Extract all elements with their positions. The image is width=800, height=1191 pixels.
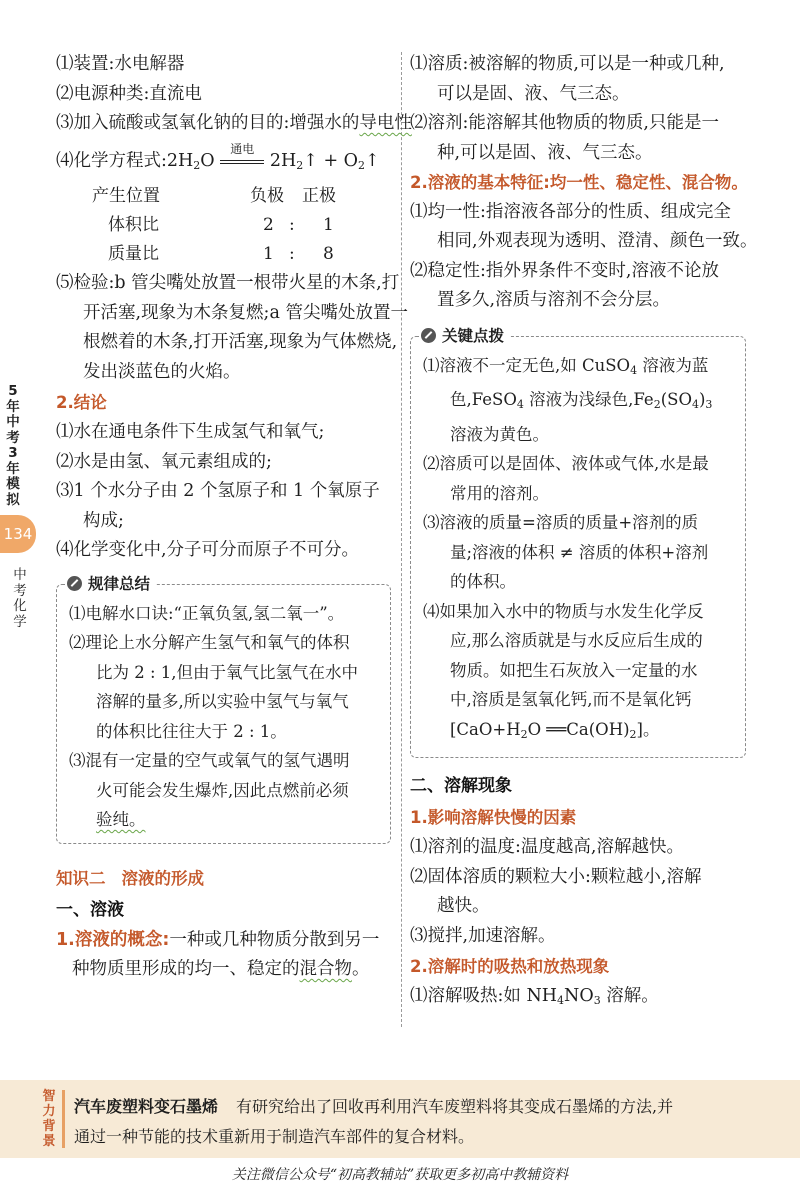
table-cell: 产生位置 [92,186,160,206]
subscript: 2 [193,158,201,172]
subject-vertical: 中 考 化 学 [13,567,27,630]
subscript: 2 [296,158,304,172]
box-text: [CaO+H [450,719,521,739]
eq-o: O [200,150,215,171]
subscript: 3 [593,994,601,1007]
table-row [56,240,391,269]
text-line: ⑵水是由氢、氧元素组成的; [56,451,272,472]
feature-head [410,168,746,198]
box-text: 溶液为浅绿色,Fe [523,390,654,409]
table-cell: 负极 [250,186,284,206]
box-line: 应,那么溶质就是与水反应后生成的 [450,631,703,650]
box-text: (SO [660,390,692,409]
text-line: ⑶1 个水分子由 2 个氢原子和 1 个氧原子 [56,481,380,501]
table-cell: 质量比 [108,244,159,264]
box-line: 的体积比往往大于 2 : 1。 [96,721,287,741]
bottom-note: 关注微信公众号“初高教辅站”获取更多初高中教辅资料 [231,1167,569,1183]
box-text: ]。 [636,719,660,739]
heat-text: 溶解。 [600,986,659,1006]
key-tips-box [410,326,746,759]
concept-text: 一种或几种物质分散到另一 [169,929,380,950]
text-line: ⑵固体溶质的颗粒大小:颗粒越小,溶解 [410,866,702,887]
left-column [56,50,412,985]
table-row [56,182,391,211]
box-text: 溶液为蓝 [637,355,709,375]
rule-summary-box [56,574,391,844]
knowledge-label: 知识二 [56,868,106,888]
box-title-text: 规律总结 [88,574,151,593]
column-divider [401,52,402,1027]
subscript: 3 [705,398,713,411]
text-line: 越快。 [437,896,490,916]
book-title-vertical: 5 年 中 考 3 年 模 拟 [6,383,20,508]
box-line: ⑷如果加入水中的物质与水发生化学反 [423,601,704,621]
pen-icon [67,576,82,591]
reaction-arrow [220,142,264,164]
page-number-tab [0,515,36,553]
box-line: ⑴电解水口诀:“正氧负氢,氢二氧一”。 [69,603,345,623]
text-line: ⑵溶剂:能溶解其他物质的物质,只能是一 [410,113,719,133]
text-line: ⑷化学变化中,分子可分而原子不可分。 [56,540,360,560]
text-line: 根燃着的木条,打开活塞,现象为气体燃烧, [83,332,398,352]
text-line: ⑴溶质:被溶解的物质,可以是一种或几种, [410,54,725,74]
concept-text: 种物质里形成的均一、稳定的 [72,959,300,979]
box-title-text: 关键点拨 [442,326,505,345]
box-line: 火可能会发生爆炸,因此点燃前必须 [96,780,349,800]
box-text: O ══Ca(OH) [527,719,630,739]
text-line: 种,可以是固、液、气三态。 [437,142,653,163]
footer-accent-bar [62,1090,65,1148]
text-line: ⑵稳定性:指外界条件不变时,溶液不论放 [410,260,719,281]
box-line: 验纯。 [96,810,146,829]
knowledge-title: 溶液的形成 [121,868,204,888]
chemical-equation [56,142,391,181]
table-cell: : [289,244,295,264]
box-line [423,351,739,386]
box-line: 量;溶液的体积 ≠ 溶质的体积+溶剂 [450,542,709,562]
feature-head-text: 2.溶液的基本特征:均一性、稳定性、混合物。 [410,173,748,192]
table-row [56,211,391,240]
text-line: ⑴均一性:指溶液各部分的性质、组成完全 [410,201,731,222]
heat-text: ⑴溶解吸热:如 NH [410,986,558,1006]
heat-text: NO [564,986,594,1006]
pen-icon [421,328,436,343]
box-text: ⑴溶液不一定无色,如 CuSO [423,355,631,375]
text-line [410,982,746,1016]
subsection-title: 一、溶液 [56,899,124,920]
box-line: 常用的溶剂。 [450,483,549,503]
concept-text: 。 [352,959,370,979]
knowledge-heading [56,864,391,894]
eq-prefix: ⑷化学方程式:2H [56,150,194,171]
section-head: 1.影响溶解快慢的因素 [410,808,577,827]
table-cell: 2 [263,215,274,235]
box-line: ⑶混有一定量的空气或氧气的氢气遇明 [69,751,350,770]
table-cell: 体积比 [108,215,159,235]
eq-part: ↑ [365,150,380,171]
box-line: 溶液为黄色。 [450,424,549,444]
text-line: ⑴溶剂的温度:温度越高,溶解越快。 [410,837,684,857]
table-cell: : [289,215,295,235]
subsection-title: 二、溶解现象 [410,776,512,796]
text-line: ⑴水在通电条件下生成氢气和氧气; [56,422,325,442]
page-number: 134 [3,525,33,543]
text-line: 构成; [83,510,124,531]
section-head: 2.结论 [56,393,107,412]
table-cell: 正极 [302,186,336,206]
text-line [56,955,391,985]
box-line [423,715,739,750]
footer-label: 智 力 背 景 [42,1089,56,1149]
box-line [423,385,739,420]
text-line: ⑵电源种类:直流电 [56,83,202,104]
table-cell: 1 [323,215,334,235]
box-line: ⑵理论上水分解产生氢气和氧气的体积 [69,633,350,652]
subscript: 4 [691,398,699,411]
subscript: 4 [630,363,638,377]
subscript: 2 [520,727,528,741]
text-line [56,926,391,956]
table-cell: 8 [323,244,334,264]
box-line: 物质。如把生石灰放入一定量的水 [450,660,698,680]
eq-product: 2H [269,150,297,171]
concept-head: 1.溶液的概念: [56,929,170,950]
box-title [419,324,510,348]
section-head: 2.溶解时的吸热和放热现象 [410,957,610,976]
text-line: ⑴装置:水电解器 [56,54,185,74]
box-line: ⑵溶质可以是固体、液体或气体,水是最 [423,454,709,473]
subscript: 4 [516,398,524,411]
text-line: ⑸检验:b 管尖嘴处放置一根带火星的木条,打 [56,273,400,293]
box-line: ⑶溶液的质量=溶质的质量+溶剂的质 [423,513,699,532]
right-column [410,50,758,1016]
subscript: 2 [629,727,637,741]
box-text: 色,FeSO [450,390,517,409]
box-line: 中,溶质是氢氧化钙,而不是氧化钙 [450,690,692,709]
footer-line [74,1092,774,1122]
text-line: 相同,外观表现为透明、澄清、颜色一致。 [437,231,758,251]
eq-part: ↑ + O [303,150,359,171]
subscript: 4 [557,994,565,1007]
ratio-table [56,182,391,269]
text-line: 发出淡蓝色的火焰。 [83,361,241,382]
box-line: 溶解的量多,所以实验中氢气与氧气 [96,692,349,711]
text-line: ⑶搅拌,加速溶解。 [410,925,556,946]
box-line: 的体积。 [450,572,516,591]
footer-title: 汽车废塑料变石墨烯 [74,1097,219,1116]
text-line: 置多久,溶质与溶剂不会分层。 [437,290,671,310]
reaction-condition: 通电 [230,142,255,156]
subscript: 2 [653,398,661,411]
box-line: 比为 2 : 1,但由于氧气比氢气在水中 [96,662,359,682]
text-line: 开活塞,现象为木条复燃;a 管尖嘴处放置一 [83,302,408,323]
footer-text [74,1092,774,1152]
subscript: 2 [358,158,366,172]
box-title [65,572,156,596]
table-cell: 1 [263,244,274,264]
box-text: ) [698,390,706,409]
text-line: 可以是固、液、气三态。 [437,83,630,104]
footer-text-1: 有研究给出了回收再利用汽车废塑料将其变成石墨烯的方法,并 [236,1097,674,1116]
footer-line: 通过一种节能的技术重新用于制造汽车部件的复合材料。 [74,1127,475,1146]
concept-keyword: 混合物 [299,959,352,979]
text-line: ⑶加入硫酸或氢氧化钠的目的:增强水的导电性 [56,113,412,133]
